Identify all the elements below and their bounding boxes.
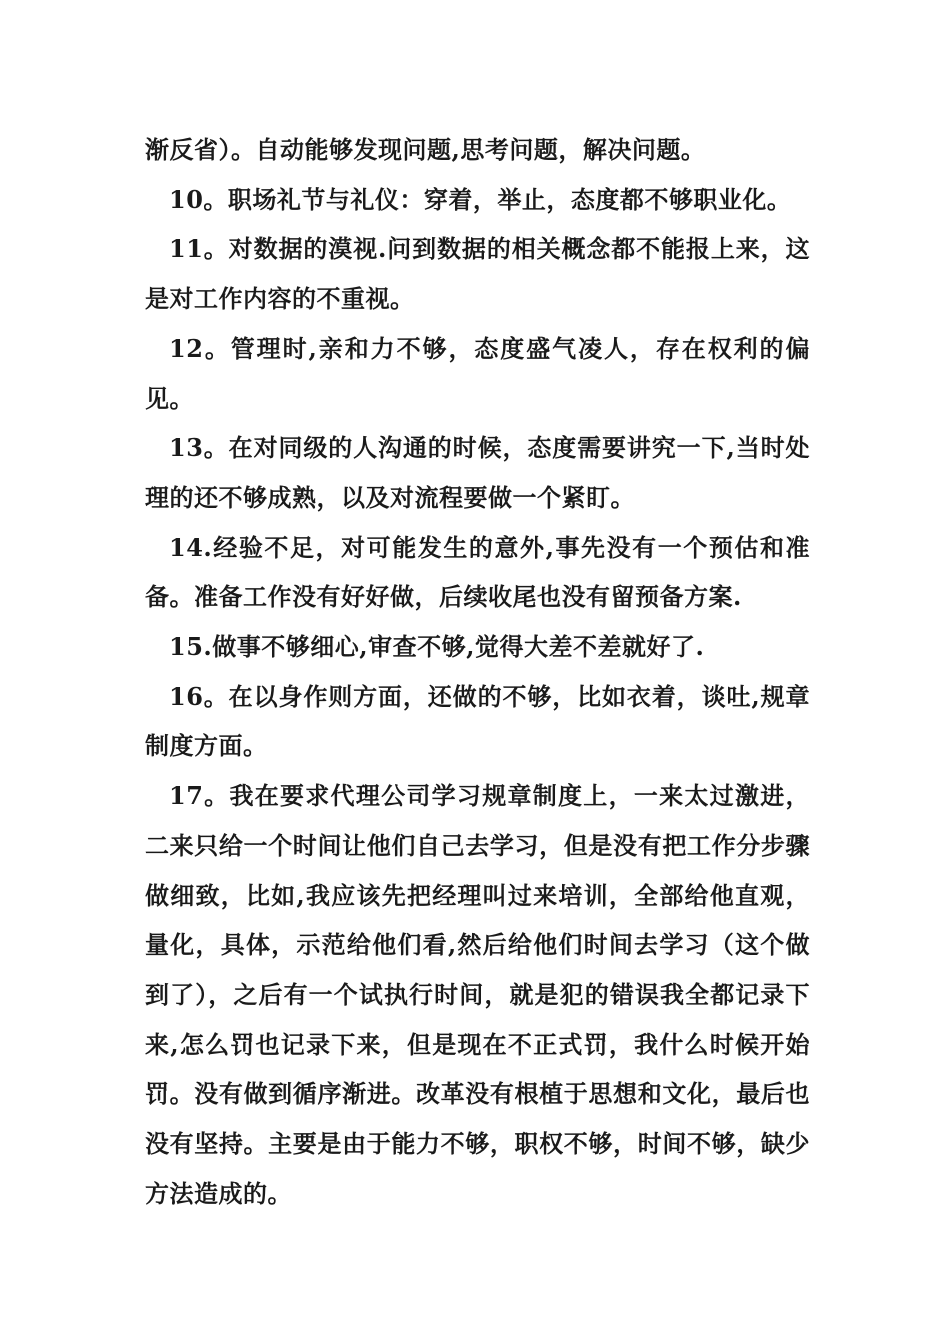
paragraph-continuation: 渐反省）。自动能够发现问题,思考问题，解决问题。 bbox=[145, 135, 706, 164]
paragraph-item-14: 14.经验不足，对可能发生的意外,事先没有一个预估和准备。准备工作没有好好做，后续收尾也没有留预备方案. bbox=[145, 532, 810, 612]
paragraph-item-17: 17。我在要求代理公司学习规章制度上，一来太过激进，二来只给一个时间让他们自己去学习，但是没有把工作分步骤做细致，比如,我应该先把经理叫过来培训，全部给他直观，量化，具体，示范给他们看,然后给他们时间去学习（这个做到了），之后有一个试执行时间，就是犯的错误我全都记录下来,怎么罚也记录下来，但是现在不正式罚，我什么时候开始罚。没有做到循序渐进。改革没有根植于思想和文化，最后也没有坚持。主要是由于能力不够，职权不够，时间不够，缺少方法造成的。 bbox=[145, 781, 810, 1208]
paragraph-item-12: 12。管理时,亲和力不够，态度盛气凌人，存在权利的偏见。 bbox=[145, 333, 810, 413]
paragraph-item-13: 13。在对同级的人沟通的时候，态度需要讲究一下,当时处理的还不够成熟，以及对流程要做一个紧盯。 bbox=[145, 433, 810, 512]
paragraph-item-15: 15.做事不够细心,审查不够,觉得大差不差就好了. bbox=[169, 632, 705, 662]
paragraph-item-16: 16。在以身作则方面，还做的不够，比如衣着，谈吐,规章制度方面。 bbox=[145, 681, 810, 761]
paragraph-item-10: 10。职场礼节与礼仪：穿着，举止，态度都不够职业化。 bbox=[169, 184, 792, 214]
paragraph-item-11: 11。对数据的漠视.问到数据的相关概念都不能报上来，这是对工作内容的不重视。 bbox=[145, 234, 810, 314]
document-body bbox=[145, 125, 810, 1218]
